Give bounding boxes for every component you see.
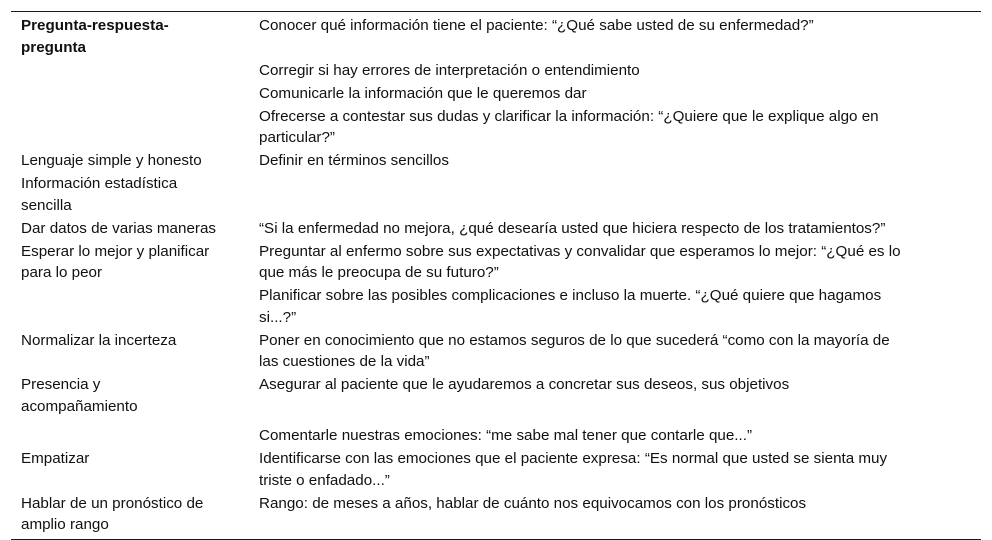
table-row <box>11 330 981 373</box>
strategy-text-line: Dar datos de varias maneras <box>21 219 216 237</box>
table-row <box>11 60 981 82</box>
example-text-line: las cuestiones de la vida” <box>259 353 430 370</box>
example-text-line: Definir en términos sencillos <box>259 152 449 169</box>
strategy-cell <box>11 448 259 470</box>
example-cell <box>259 493 969 515</box>
table-row <box>11 374 981 417</box>
communication-table <box>11 11 981 540</box>
example-cell <box>259 15 969 37</box>
strategy-text-line: Información estadística <box>21 175 178 192</box>
strategy-text-line: amplio rango <box>21 516 109 533</box>
example-text-line: que más le preocupa de su futuro?” <box>259 264 499 281</box>
strategy-text-line: Empatizar <box>21 450 90 467</box>
strategy-text-line: pregunta <box>21 38 86 56</box>
example-cell <box>259 218 969 240</box>
example-text-line: Rango: de meses a años, hablar de cuánto nos equivocamos con los pronósticos <box>259 494 807 512</box>
strategy-text-line: para lo peor <box>21 264 103 281</box>
example-text-line: Planificar sobre las posibles complicaciones e incluso la muerte. “¿Qué quiere que hagamos <box>259 287 882 304</box>
strategy-cell <box>11 493 259 536</box>
example-cell <box>259 330 969 373</box>
strategy-cell <box>11 150 259 172</box>
table-row <box>11 150 981 172</box>
example-text-line: Asegurar al paciente que le ayudaremos a concretar sus deseos, sus objetivos <box>259 376 790 393</box>
table-row <box>11 241 981 284</box>
table-row <box>11 493 981 536</box>
example-text-line: Preguntar al enfermo sobre sus expectativas y convalidar que esperamos lo mejor: “¿Qué es lo <box>259 242 901 260</box>
table-row <box>11 15 981 58</box>
strategy-text-line: acompañamiento <box>21 397 138 415</box>
table-row <box>11 218 981 240</box>
table-body <box>11 12 981 539</box>
strategy-cell <box>11 330 259 352</box>
example-text-line: Comunicarle la información que le queremos dar <box>259 84 587 102</box>
strategy-cell <box>11 241 259 284</box>
table-row <box>11 448 981 491</box>
example-text-line: Comentarle nuestras emociones: “me sabe mal tener que contarle que...” <box>259 427 753 444</box>
example-cell <box>259 150 969 172</box>
table-row <box>11 83 981 105</box>
example-cell <box>259 60 969 82</box>
strategy-cell <box>11 218 259 240</box>
example-cell <box>259 106 969 149</box>
example-text-line: triste o enfadado...” <box>259 471 390 489</box>
example-text-line: Ofrecerse a contestar sus dudas y clarificar la información: “¿Quiere que le explique algo en <box>259 107 879 125</box>
table-row <box>11 285 981 328</box>
example-text-line: Conocer qué información tiene el paciente: “¿Qué sabe usted de su enfermedad?” <box>259 17 814 34</box>
example-text-line: “Si la enfermedad no mejora, ¿qué desearía usted que hiciera respecto de los tratamientos?” <box>259 219 886 237</box>
strategy-cell <box>11 15 259 58</box>
example-cell <box>259 285 969 328</box>
table-row <box>11 425 981 447</box>
example-cell <box>259 241 969 284</box>
strategy-text-line: Normalizar la incerteza <box>21 331 177 349</box>
example-text-line: Corregir si hay errores de interpretación o entendimiento <box>259 61 640 79</box>
strategy-cell <box>11 173 259 216</box>
example-cell <box>259 83 969 105</box>
strategy-text-line: sencilla <box>21 196 72 214</box>
example-cell <box>259 425 969 447</box>
example-cell <box>259 448 969 491</box>
example-text-line: Identificarse con las emociones que el paciente expresa: “Es normal que usted se sienta muy <box>259 450 888 467</box>
strategy-text-line: Esperar lo mejor y planificar <box>21 242 210 260</box>
example-cell <box>259 374 969 396</box>
strategy-text-line: Hablar de un pronóstico de <box>21 494 204 512</box>
table-row <box>11 106 981 149</box>
strategy-text-line: Pregunta-respuesta- <box>21 17 169 34</box>
strategy-cell <box>11 374 259 417</box>
table-row <box>11 173 981 216</box>
example-text-line: Poner en conocimiento que no estamos seguros de lo que sucederá “como con la mayoría de <box>259 331 890 349</box>
example-text-line: si...?” <box>259 308 297 326</box>
strategy-text-line: Presencia y <box>21 376 101 393</box>
strategy-text-line: Lenguaje simple y honesto <box>21 152 202 169</box>
example-text-line: particular?” <box>259 129 335 146</box>
